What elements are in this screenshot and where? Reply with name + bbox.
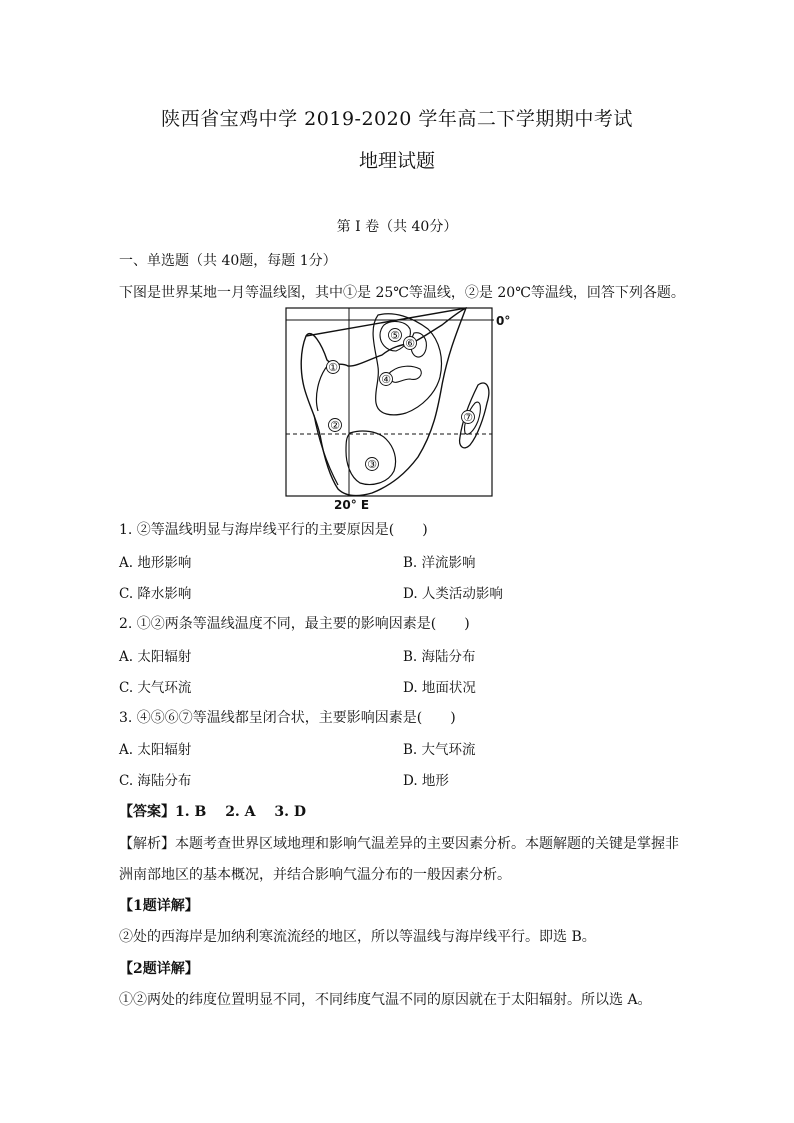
section-heading: 第 I 卷（共 40分）	[336, 219, 458, 235]
detail-1-heading: 【1题详解】	[119, 898, 199, 914]
isotherm-4-outer	[373, 314, 441, 415]
marker-1: ①	[328, 361, 338, 374]
answer-line: 【答案】1. B 2. A 3. D	[119, 804, 307, 820]
isotherm-1	[316, 365, 328, 411]
part-heading: 一、单选题（共 40题，每题 1分）	[119, 253, 337, 269]
detail-1-text: ②处的西海岸是加纳利寒流流经的地区，所以等温线与海岸线平行。即选 B。	[119, 929, 596, 945]
q3-option-b[interactable]: B. 大气环流	[403, 742, 476, 758]
longitude-label: 20° E	[334, 498, 370, 512]
detail-2-text: ①②两处的纬度位置明显不同，不同纬度气温不同的原因就在于太阳辐射。所以选 A。	[119, 992, 652, 1008]
q1-option-c[interactable]: C. 降水影响	[119, 586, 192, 602]
analysis-line-2: 洲南部地区的基本概况，并结合影响气温分布的一般因素分析。	[119, 867, 511, 883]
question-3-stem: 3. ④⑤⑥⑦等温线都呈闭合状，主要影响因素是( )	[119, 710, 456, 726]
isotherm-4-inner	[389, 366, 421, 382]
marker-7: ⑦	[463, 411, 473, 424]
question-1-stem: 1. ②等温线明显与海岸线平行的主要原因是( )	[119, 522, 428, 538]
marker-4: ④	[381, 373, 391, 386]
q2-option-a[interactable]: A. 太阳辐射	[119, 649, 192, 665]
q2-option-d[interactable]: D. 地面状况	[403, 680, 476, 696]
q1-option-b[interactable]: B. 洋流影响	[403, 555, 476, 571]
question-intro: 下图是世界某地一月等温线图，其中①是 25℃等温线，②是 20℃等温线，回答下列各题。	[119, 285, 685, 301]
q3-option-c[interactable]: C. 海陆分布	[119, 773, 192, 789]
question-2-stem: 2. ①②两条等温线温度不同，最主要的影响因素是( )	[119, 616, 470, 632]
marker-6: ⑥	[405, 337, 415, 350]
detail-2-heading: 【2题详解】	[119, 961, 199, 977]
q2-option-b[interactable]: B. 海陆分布	[403, 649, 476, 665]
isotherm-map	[282, 307, 512, 512]
analysis-line-1: 【解析】本题考查世界区域地理和影响气温差异的主要因素分析。本题解题的关键是掌握非	[119, 836, 679, 852]
document-title: 陕西省宝鸡中学 2019-2020 学年高二下学期期中考试	[161, 108, 633, 130]
q3-option-a[interactable]: A. 太阳辐射	[119, 742, 192, 758]
marker-2: ②	[330, 419, 340, 432]
marker-3: ③	[367, 458, 377, 471]
latitude-label: 0°	[496, 314, 511, 328]
q1-option-d[interactable]: D. 人类活动影响	[403, 586, 503, 602]
coastline	[301, 308, 466, 496]
q3-option-d[interactable]: D. 地形	[403, 773, 449, 789]
q2-option-c[interactable]: C. 大气环流	[119, 680, 192, 696]
q1-option-a[interactable]: A. 地形影响	[119, 555, 192, 571]
document-subtitle: 地理试题	[358, 150, 435, 172]
marker-5: ⑤	[390, 329, 400, 342]
